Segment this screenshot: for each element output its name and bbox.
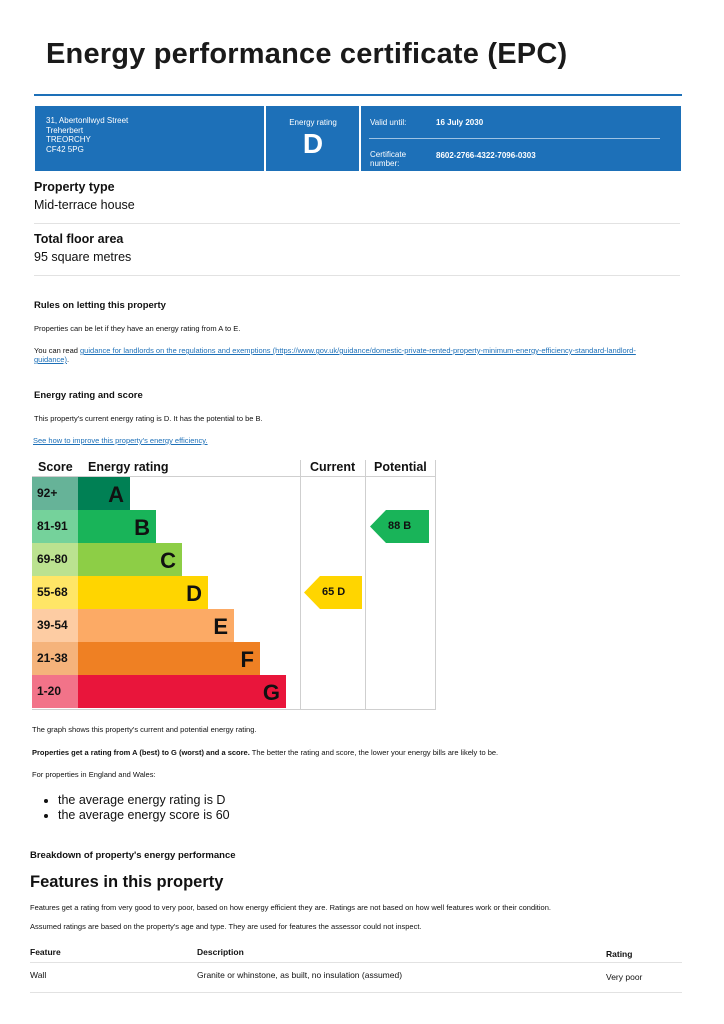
- band-letter-f: F: [240, 647, 254, 672]
- section-divider: [34, 275, 680, 276]
- address-line: TREORCHY: [46, 135, 91, 144]
- band-bar-e: [78, 609, 234, 642]
- property-address: [46, 116, 128, 154]
- band-letter-d: D: [186, 581, 202, 606]
- breakdown-heading: Breakdown of property's energy performance: [30, 850, 236, 861]
- average-score: • the average energy score is 60: [58, 808, 230, 823]
- description-column-header: Description: [197, 947, 244, 957]
- floor-area-heading: Total floor area: [34, 232, 124, 246]
- property-type-heading: Property type: [34, 180, 115, 194]
- rating-column-header: Rating: [606, 949, 633, 959]
- guidance-url[interactable]: (https://www.gov.uk/guidance/domestic-private-rented-property-minimum-energy-efficiency-standard-landlord-: [270, 346, 636, 355]
- rating-explainer: [32, 748, 498, 757]
- rating-text: This property's current energy rating is D. It has the potential to be B.: [34, 414, 263, 423]
- certificate-number-value: 8602-2766-4322-7096-0303: [436, 151, 536, 160]
- letting-guidance-suffix: .: [66, 355, 70, 364]
- band-bar-a: [78, 477, 130, 510]
- energy-rating-label: Energy rating: [289, 118, 337, 127]
- averages-list: [32, 793, 230, 823]
- potential-rating-pointer: [370, 510, 429, 543]
- energy-rating-chart: [32, 460, 436, 710]
- table-header-rule: [30, 962, 682, 963]
- guidance-url-continued[interactable]: guidance): [34, 355, 67, 364]
- banner-divider: [359, 106, 361, 171]
- score-column-header: Score: [38, 460, 73, 474]
- chart-bottom-rule: [32, 709, 436, 710]
- page-title: Energy performance certificate (EPC): [46, 38, 568, 70]
- band-score-d: 55-68: [32, 576, 78, 609]
- band-score-c: 69-80: [32, 543, 78, 576]
- landlord-guidance-link[interactable]: guidance for landlords on the regulations and exemptions: [80, 346, 271, 355]
- potential-column-header: Potential: [374, 460, 427, 474]
- band-letter-g: G: [262, 680, 280, 705]
- chart-column-divider: [365, 460, 366, 710]
- potential-rating-pointer-label: 88 B: [388, 520, 412, 532]
- current-column-header: Current: [310, 460, 356, 474]
- band-score-b: 81-91: [32, 510, 78, 543]
- rating-explainer-rest: The better the rating and score, the lower your energy bills are likely to be.: [249, 748, 499, 757]
- letting-guidance-prefix: You can read: [34, 346, 81, 355]
- rating-column-header: Energy rating: [88, 460, 169, 474]
- feature-rating: Very poor: [606, 972, 643, 982]
- current-rating-pointer: [304, 576, 362, 609]
- banner-divider: [264, 106, 266, 171]
- features-heading: Features in this property: [30, 873, 224, 891]
- certificate-banner: [35, 106, 681, 171]
- features-intro: Features get a rating from very good to very poor, based on how energy efficient they are. Ratings are not based on how well features work or their condition.: [30, 903, 551, 912]
- rating-explainer-bold: Properties get a rating from A (best) to G (worst) and a score.: [32, 748, 250, 757]
- england-wales-note: For properties in England and Wales:: [32, 770, 156, 779]
- band-letter-e: E: [213, 614, 228, 639]
- letting-guidance: [34, 346, 684, 364]
- band-letter-b: B: [134, 515, 150, 540]
- letting-heading: Rules on letting this property: [34, 300, 166, 311]
- band-bar-f: [78, 642, 260, 675]
- floor-area-value: 95 square metres: [34, 250, 132, 264]
- band-score-f: 21-38: [32, 642, 78, 675]
- header-rule: [34, 94, 682, 96]
- graph-caption: The graph shows this property's current and potential energy rating.: [32, 725, 257, 734]
- feature-column-header: Feature: [30, 947, 61, 957]
- band-score-a: 92+: [32, 477, 78, 510]
- band-bar-g: [78, 675, 286, 708]
- improve-efficiency-link[interactable]: See how to improve this property's energy efficiency.: [33, 436, 208, 445]
- feature-description: Granite or whinstone, as built, no insulation (assumed): [197, 970, 403, 980]
- current-rating-pointer-label: 65 D: [322, 586, 346, 598]
- feature-name: Wall: [30, 970, 47, 980]
- address-line: Treherbert: [46, 125, 84, 135]
- table-row-rule: [30, 992, 682, 993]
- band-bar-c: [78, 543, 182, 576]
- section-divider: [34, 223, 680, 224]
- chart-column-divider: [435, 460, 436, 710]
- band-letter-a: A: [108, 482, 124, 507]
- chart-column-divider: [300, 460, 301, 710]
- features-assumed-note: Assumed ratings are based on the property's age and type. They are used for features the assessor could not inspect.: [30, 922, 422, 931]
- rating-heading: Energy rating and score: [34, 390, 143, 401]
- band-score-e: 39-54: [32, 609, 78, 642]
- band-bar-d: [78, 576, 208, 609]
- valid-until-value: 16 July 2030: [436, 118, 484, 127]
- address-line: 31, Abertonllwyd Street: [46, 116, 129, 125]
- average-rating: • the average energy rating is D: [58, 793, 230, 808]
- valid-until-label: Valid until:: [370, 118, 407, 127]
- certificate-number-label: Certificate number:: [370, 150, 407, 168]
- band-score-g: 1-20: [32, 675, 78, 708]
- letting-text: Properties can be let if they have an energy rating from A to E.: [34, 324, 241, 333]
- energy-rating-value: D: [302, 128, 324, 159]
- band-letter-c: C: [160, 548, 176, 573]
- banner-inner-rule: [369, 138, 660, 139]
- address-line: CF42 5PG: [46, 144, 84, 154]
- band-bar-b: [78, 510, 156, 543]
- property-type-value: Mid-terrace house: [34, 198, 135, 212]
